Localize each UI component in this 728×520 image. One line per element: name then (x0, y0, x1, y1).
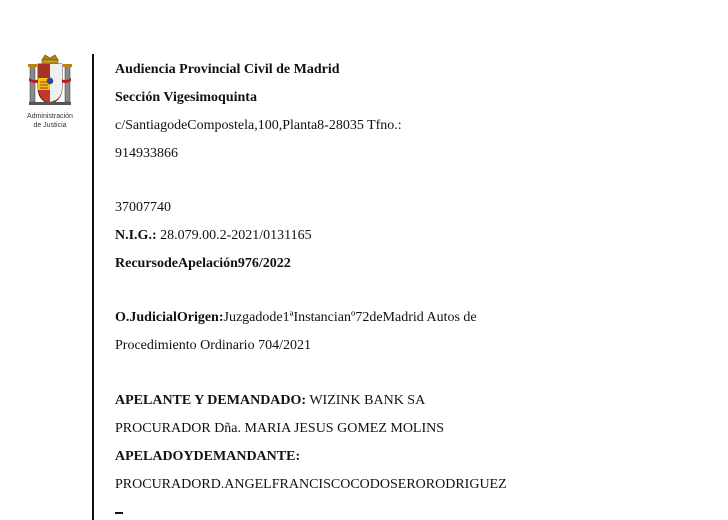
appellant-line (115, 392, 425, 410)
origin-value: Juzgadode1ªInstancianº72deMadrid Autos de (223, 310, 477, 325)
court-address: c/SantiagodeCompostela,100,Planta8-28035 Tfno.: (115, 118, 402, 133)
logo-caption (14, 112, 86, 130)
appellant-value: WIZINK BANK SA (309, 393, 426, 408)
appellee-label: APELADOYDEMANDANTE: (115, 449, 301, 464)
coat-of-arms-icon (14, 52, 86, 110)
nig-label: N.I.G.: (115, 228, 157, 243)
appellee-procurador: PROCURADORD.ANGELFRANCISCOCODOSERORODRIGUEZ (115, 477, 507, 492)
section-name: Sección Vigesimoquinta (115, 90, 257, 105)
origin-line-2: Procedimiento Ordinario 704/2021 (115, 338, 311, 353)
appellant-procurador: PROCURADOR Dña. MARIA JESUS GOMEZ MOLINS (115, 421, 445, 436)
origin-line (115, 309, 477, 327)
logo (14, 52, 86, 130)
nig-line (115, 227, 312, 245)
appeal-number: RecursodeApelación976/2022 (115, 256, 291, 271)
nig-value: 28.079.00.2-2021/0131165 (160, 228, 312, 243)
case-code: 37007740 (115, 200, 171, 215)
origin-label: O.JudicialOrigen: (115, 310, 224, 325)
logo-caption-line2: de Justicia (33, 122, 67, 129)
court-phone: 914933866 (115, 146, 178, 161)
cut-off-text (115, 512, 123, 514)
court-name: Audiencia Provincial Civil de Madrid (115, 62, 340, 77)
logo-caption-line1: Administración (27, 113, 73, 120)
margin-rule (92, 54, 94, 520)
appellant-label: APELANTE Y DEMANDADO: (115, 393, 307, 408)
